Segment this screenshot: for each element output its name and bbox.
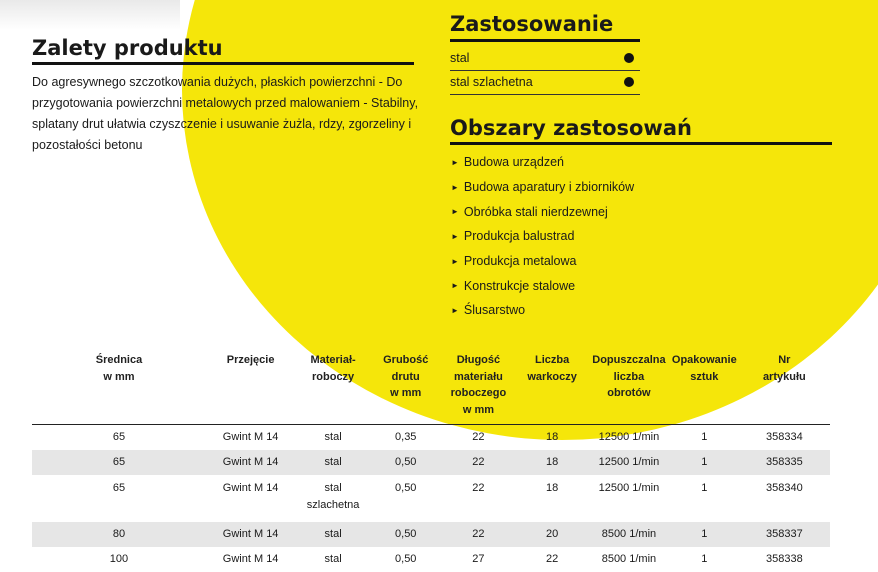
table-cell (206, 522, 295, 547)
table-cell (670, 450, 739, 475)
table-cell (588, 547, 670, 572)
table-cell-text: 18 (516, 429, 588, 446)
table-cell-text: 22 (441, 480, 517, 497)
application-item (450, 70, 640, 94)
application-item (450, 46, 640, 70)
table-cell (32, 425, 206, 451)
table-cell (295, 450, 371, 475)
table-cell-text: 22 (441, 454, 517, 471)
table-cell (441, 425, 517, 451)
table-cell (295, 475, 371, 522)
table-cell-text: 12500 1/min (588, 454, 670, 471)
table-cell-text: 27 (441, 551, 517, 568)
table-header-line: Średnica (34, 352, 204, 369)
table-header-line: Liczba (518, 352, 586, 369)
application-item-label: stal (450, 51, 469, 65)
table-cell (371, 425, 441, 451)
table-cell (295, 522, 371, 547)
table-cell (441, 547, 517, 572)
table-cell (441, 522, 517, 547)
table-body (32, 425, 830, 572)
table-header-cell (295, 352, 371, 425)
table-cell-text: 1 (670, 429, 739, 446)
table-cell (295, 547, 371, 572)
table-header-line: liczba (590, 369, 668, 386)
table-cell-text: 358335 (739, 454, 830, 471)
triangle-bullet-icon: ► (451, 257, 459, 266)
table-header-row (32, 352, 830, 425)
list-item: ► Budowa aparatury i zbiorników (451, 175, 634, 200)
table-cell (206, 425, 295, 451)
table-cell-text: stal (295, 480, 371, 497)
table-cell (295, 425, 371, 451)
table-cell-text: 0,50 (371, 551, 441, 568)
areas-heading: Obszary zastosowań (450, 116, 692, 140)
table-cell (32, 450, 206, 475)
table-cell-text: 12500 1/min (588, 480, 670, 497)
triangle-bullet-icon: ► (451, 207, 459, 216)
table-cell-text: 358340 (739, 480, 830, 497)
table-cell-text: 358334 (739, 429, 830, 446)
table-header-cell (739, 352, 830, 425)
table-cell-text: 0,50 (371, 526, 441, 543)
table-cell-text: 18 (516, 454, 588, 471)
bullet-dot-icon (624, 53, 634, 63)
triangle-bullet-icon: ► (451, 158, 459, 167)
table-cell-text: 0,35 (371, 429, 441, 446)
table-cell-text: 65 (32, 429, 206, 446)
table-cell-text: 80 (32, 526, 206, 543)
application-heading: Zastosowanie (450, 12, 613, 36)
table-cell-text: 8500 1/min (588, 551, 670, 568)
table-header-line: Opakowanie (672, 352, 737, 369)
table-row (32, 547, 830, 572)
benefits-heading: Zalety produktu (32, 36, 223, 60)
table-cell (739, 425, 830, 451)
table-cell (739, 475, 830, 522)
table-header-line: drutu (373, 369, 439, 386)
table-cell-text: 1 (670, 551, 739, 568)
table-header-line: w mm (443, 402, 515, 419)
table-header-line: w mm (373, 385, 439, 402)
table-cell (516, 475, 588, 522)
table-cell (206, 475, 295, 522)
list-item: ► Produkcja metalowa (451, 249, 634, 274)
table-cell-text: Gwint M 14 (206, 429, 295, 446)
table-header-line: roboczy (297, 369, 369, 386)
table-cell-text: 1 (670, 526, 739, 543)
table-cell (371, 475, 441, 522)
table-header-line: Przejęcie (208, 352, 293, 369)
table-cell-text: 65 (32, 454, 206, 471)
application-item-label: stal szlachetna (450, 75, 533, 89)
table-cell (371, 450, 441, 475)
table-header-cell (441, 352, 517, 425)
table-cell-text: 100 (32, 551, 206, 568)
table-cell-text: 22 (441, 429, 517, 446)
product-table (32, 352, 830, 572)
table-row (32, 450, 830, 475)
table-header-line: Grubość (373, 352, 439, 369)
table-cell-text: stal (295, 551, 371, 568)
table-cell (516, 547, 588, 572)
list-item: ► Budowa urządzeń (451, 150, 634, 175)
table-header-line: warkoczy (518, 369, 586, 386)
table-row (32, 522, 830, 547)
table-cell (32, 522, 206, 547)
table-header-cell (206, 352, 295, 425)
table-cell-text: Gwint M 14 (206, 454, 295, 471)
table-header-line: materiału (443, 369, 515, 386)
table-cell-text: 8500 1/min (588, 526, 670, 543)
table-header-line: Dopuszczalna (590, 352, 668, 369)
table-cell-text: 358337 (739, 526, 830, 543)
table-cell-text: Gwint M 14 (206, 526, 295, 543)
areas-list (451, 150, 634, 323)
list-item: ► Produkcja balustrad (451, 224, 634, 249)
table-header-line: obrotów (590, 385, 668, 402)
table-header-line: Materiał- (297, 352, 369, 369)
table-cell-text: stal (295, 454, 371, 471)
table-cell-text: 358338 (739, 551, 830, 568)
table-header-cell (516, 352, 588, 425)
divider (450, 94, 640, 95)
table-cell (206, 450, 295, 475)
table-cell (670, 425, 739, 451)
areas-heading-rule (450, 142, 832, 145)
table-header-line: artykułu (741, 369, 828, 386)
table-cell (206, 547, 295, 572)
table-cell (588, 425, 670, 451)
table-cell-text: Gwint M 14 (206, 551, 295, 568)
bullet-dot-icon (624, 77, 634, 87)
table-cell-text: 1 (670, 480, 739, 497)
triangle-bullet-icon: ► (451, 183, 459, 192)
table-cell-text: szlachetna (295, 497, 371, 514)
table-cell (739, 522, 830, 547)
table-cell (670, 522, 739, 547)
table-header-line: Długość (443, 352, 515, 369)
table-cell-text: 1 (670, 454, 739, 471)
top-edge-fade (0, 0, 180, 30)
list-item: ► Ślusarstwo (451, 298, 634, 323)
table-cell-text: 12500 1/min (588, 429, 670, 446)
triangle-bullet-icon: ► (451, 306, 459, 315)
table-cell-text: 18 (516, 480, 588, 497)
table-cell (588, 475, 670, 522)
table-cell (588, 450, 670, 475)
table-cell (739, 547, 830, 572)
application-heading-rule (450, 39, 640, 42)
triangle-bullet-icon: ► (451, 281, 459, 290)
table-cell-text: 65 (32, 480, 206, 497)
table-row (32, 475, 830, 522)
table-cell (739, 450, 830, 475)
table-cell (516, 450, 588, 475)
table-header-line: sztuk (672, 369, 737, 386)
table-cell (588, 522, 670, 547)
benefits-text: Do agresywnego szczotkowania dużych, płaskich powierzchni - Do przygotowania powierzchni metalowych przed malowaniem - Stabilny, splatany drut ułatwia czyszczenie i usuwanie żużla, rdzy, zgorzeliny i pozostałości betonu (32, 72, 424, 156)
table-header-cell (32, 352, 206, 425)
table-header-cell (371, 352, 441, 425)
triangle-bullet-icon: ► (451, 232, 459, 241)
table-cell (516, 522, 588, 547)
table-cell (32, 475, 206, 522)
table-cell-text: stal (295, 429, 371, 446)
table-cell (441, 475, 517, 522)
table-header-line: roboczego (443, 385, 515, 402)
table-cell (670, 547, 739, 572)
list-item: ► Obróbka stali nierdzewnej (451, 199, 634, 224)
table-cell-text: 22 (441, 526, 517, 543)
table-cell-text: 0,50 (371, 454, 441, 471)
table-cell (371, 522, 441, 547)
table-cell-text: Gwint M 14 (206, 480, 295, 497)
table-cell (32, 547, 206, 572)
table-cell-text: stal (295, 526, 371, 543)
benefits-heading-rule (32, 62, 414, 65)
table-cell (516, 425, 588, 451)
table-row (32, 425, 830, 451)
table-cell-text: 0,50 (371, 480, 441, 497)
table-cell-text: 22 (516, 551, 588, 568)
table-cell (441, 450, 517, 475)
table-header-cell (670, 352, 739, 425)
table-header-line: Nr (741, 352, 828, 369)
table-header-line: w mm (34, 369, 204, 386)
list-item: ► Konstrukcje stalowe (451, 273, 634, 298)
table-cell (371, 547, 441, 572)
table-cell (670, 475, 739, 522)
table-cell-text: 20 (516, 526, 588, 543)
table-header-cell (588, 352, 670, 425)
